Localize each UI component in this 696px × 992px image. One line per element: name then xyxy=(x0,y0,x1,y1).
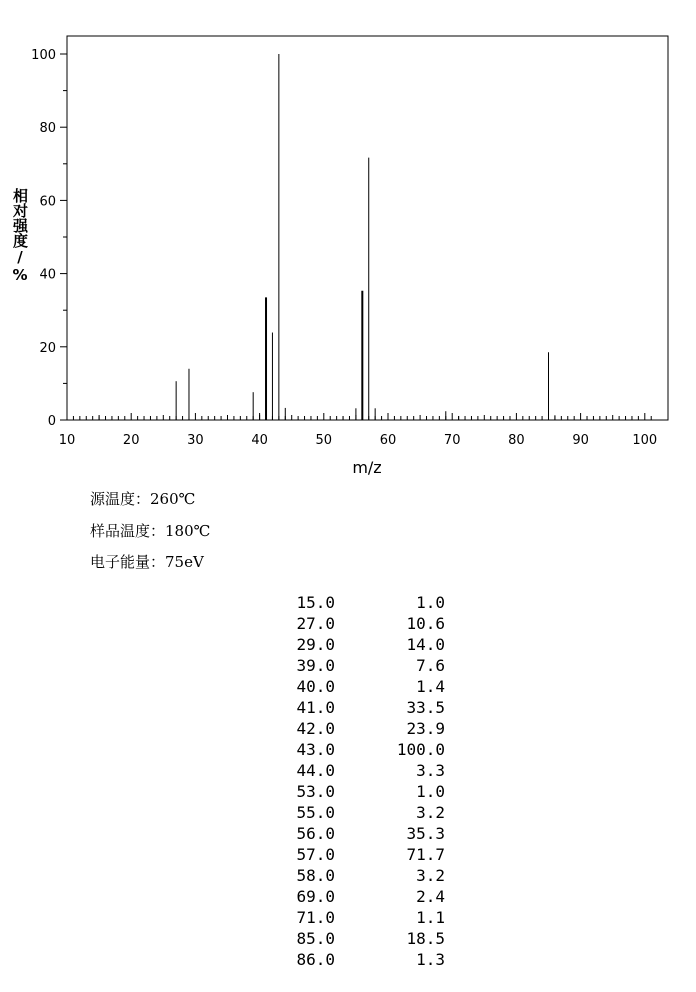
mz-value: 57.0 xyxy=(296,845,335,864)
condition-line xyxy=(90,551,204,572)
y-tick-label: 20 xyxy=(39,340,56,356)
mz-value: 53.0 xyxy=(296,782,335,801)
x-tick-label: 60 xyxy=(379,433,397,448)
y-tick-label: 100 xyxy=(31,48,56,63)
condition-label: 源温度： xyxy=(90,490,151,508)
intensity-value: 1.3 xyxy=(416,950,445,969)
table-row xyxy=(270,865,450,886)
peak-table xyxy=(270,592,450,970)
table-row xyxy=(270,760,450,781)
intensity-value: 1.0 xyxy=(416,593,445,612)
mz-value: 15.0 xyxy=(296,593,335,612)
intensity-value: 10.6 xyxy=(406,614,445,633)
table-row xyxy=(270,592,450,613)
table-row xyxy=(270,718,450,739)
intensity-value: 1.4 xyxy=(416,677,445,696)
intensity-value: 71.7 xyxy=(406,845,445,864)
condition-label: 电子能量： xyxy=(90,553,166,571)
condition-label: 样品温度： xyxy=(90,522,166,540)
condition-value: 75eV xyxy=(165,553,204,571)
y-tick-label: 60 xyxy=(39,194,56,210)
intensity-value: 2.4 xyxy=(416,887,445,906)
table-row xyxy=(270,928,450,949)
mz-value: 44.0 xyxy=(296,761,335,780)
mz-value: 42.0 xyxy=(296,719,335,738)
intensity-value: 18.5 xyxy=(406,929,445,948)
table-row xyxy=(270,781,450,802)
y-tick-label: 0 xyxy=(47,414,56,429)
table-row xyxy=(270,739,450,760)
x-tick-label: 70 xyxy=(443,433,461,448)
table-row xyxy=(270,823,450,844)
mz-value: 27.0 xyxy=(296,614,335,633)
y-axis-label: 相对强度/% xyxy=(11,188,29,284)
mz-value: 58.0 xyxy=(296,866,335,885)
x-tick-label: 10 xyxy=(58,433,76,448)
x-tick-label: 90 xyxy=(572,433,589,448)
x-axis-ticks xyxy=(59,413,657,448)
intensity-value: 3.3 xyxy=(416,761,445,780)
table-row xyxy=(270,802,450,823)
x-tick-label: 20 xyxy=(122,433,140,448)
spectrum-peaks xyxy=(99,54,555,420)
mz-value: 29.0 xyxy=(296,635,335,654)
mz-value: 56.0 xyxy=(296,824,335,843)
table-row xyxy=(270,655,450,676)
mz-value: 39.0 xyxy=(296,656,335,675)
condition-line xyxy=(90,520,210,541)
mz-value: 85.0 xyxy=(296,929,335,948)
x-tick-label: 100 xyxy=(632,433,658,448)
table-row xyxy=(270,613,450,634)
intensity-value: 35.3 xyxy=(406,824,445,843)
mz-value: 71.0 xyxy=(296,908,335,927)
table-row xyxy=(270,844,450,865)
intensity-value: 23.9 xyxy=(406,719,445,738)
x-axis-label: m/z xyxy=(352,458,382,477)
y-tick-label: 80 xyxy=(39,121,56,137)
table-row xyxy=(270,907,450,928)
table-row xyxy=(270,697,450,718)
intensity-value: 3.2 xyxy=(416,866,445,885)
x-tick-label: 30 xyxy=(187,433,204,448)
condition-line xyxy=(90,488,195,509)
table-row xyxy=(270,676,450,697)
intensity-value: 33.5 xyxy=(406,698,445,717)
mz-value: 43.0 xyxy=(296,740,335,759)
mz-value: 86.0 xyxy=(296,950,335,969)
mass-spectrum-chart xyxy=(0,0,696,480)
y-tick-label: 40 xyxy=(39,267,56,283)
table-row xyxy=(270,949,450,970)
intensity-value: 3.2 xyxy=(416,803,445,822)
table-row xyxy=(270,634,450,655)
condition-value: 260℃ xyxy=(150,490,196,508)
mz-value: 41.0 xyxy=(296,698,335,717)
y-axis-ticks xyxy=(31,48,67,429)
x-tick-label: 50 xyxy=(315,433,333,448)
x-tick-label: 40 xyxy=(251,433,268,448)
x-tick-label: 80 xyxy=(508,433,525,448)
table-row xyxy=(270,886,450,907)
intensity-value: 7.6 xyxy=(416,656,445,675)
mz-value: 40.0 xyxy=(296,677,335,696)
plot-frame xyxy=(67,36,668,420)
intensity-value: 1.0 xyxy=(416,782,445,801)
intensity-value: 100.0 xyxy=(396,740,445,759)
mz-value: 55.0 xyxy=(296,803,335,822)
intensity-value: 14.0 xyxy=(406,635,445,654)
mz-value: 69.0 xyxy=(296,887,335,906)
intensity-value: 1.1 xyxy=(416,908,445,927)
condition-value: 180℃ xyxy=(165,522,211,540)
